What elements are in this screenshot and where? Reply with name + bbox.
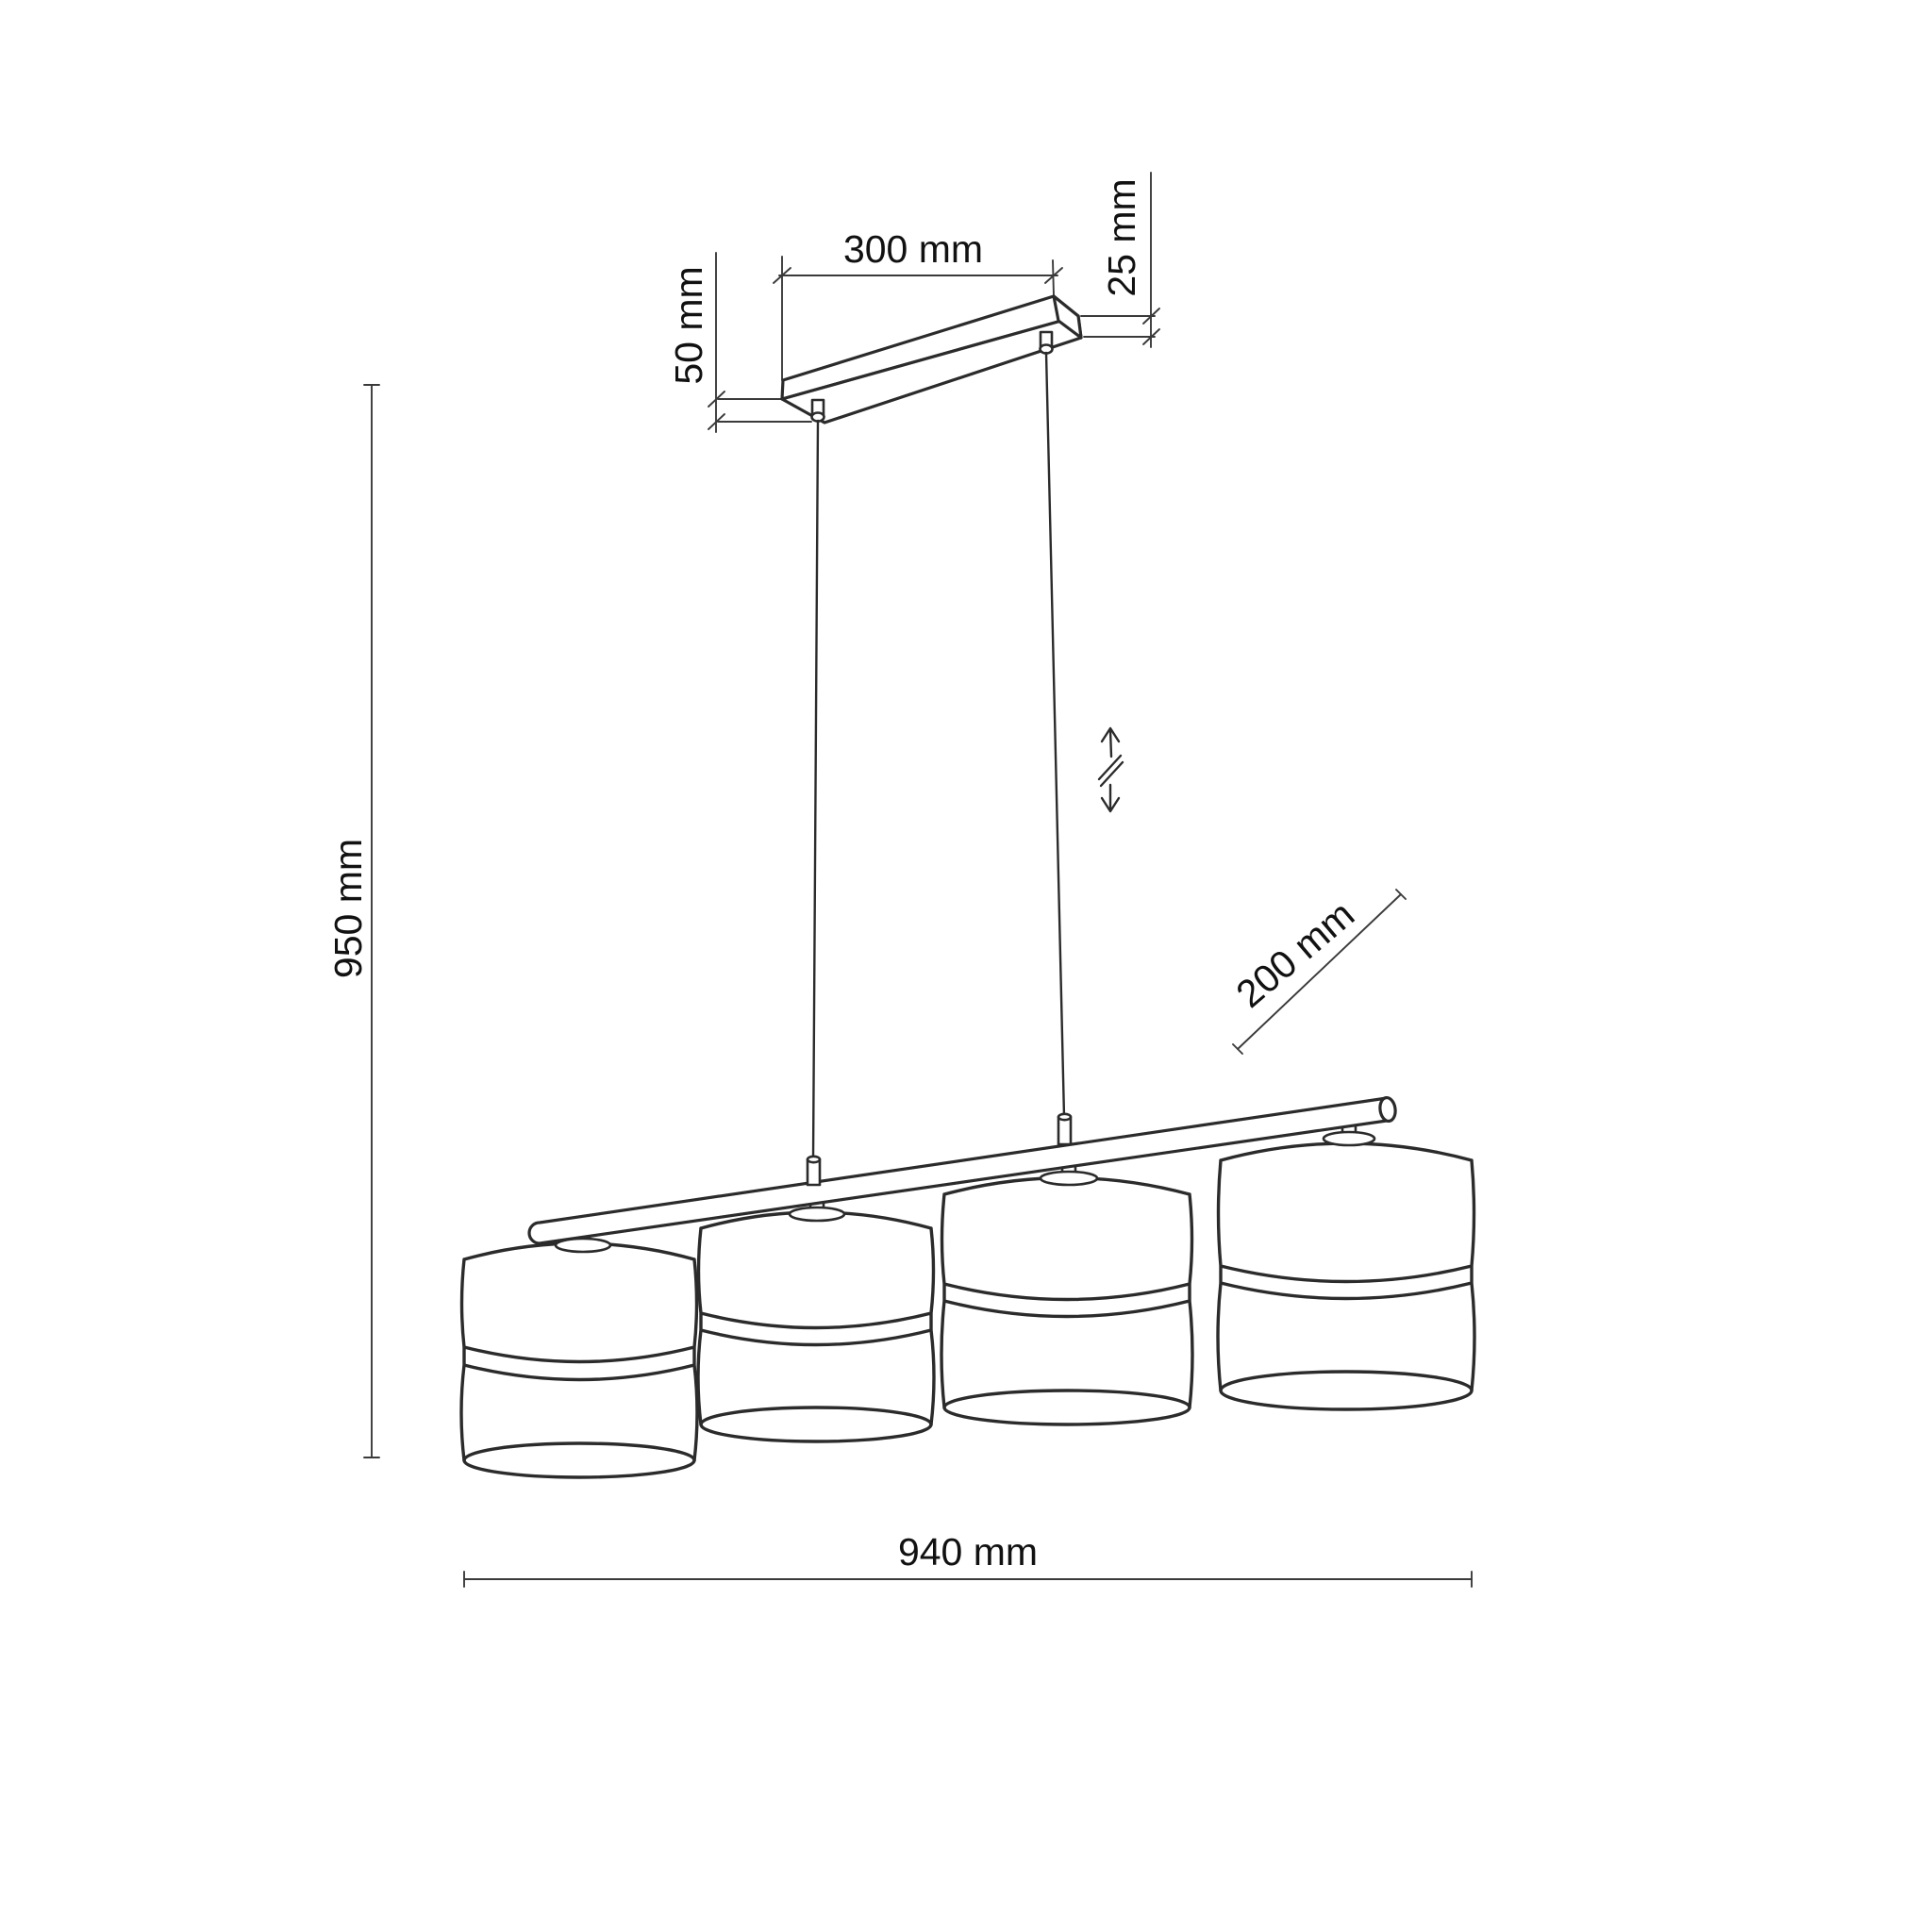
shade-hub (1324, 1132, 1374, 1145)
shade-hub (790, 1208, 844, 1221)
dimension-overall-height (326, 385, 379, 1457)
shade-bottom-rim (1221, 1372, 1472, 1409)
bar-body (529, 1098, 1387, 1243)
connector-top (1058, 1114, 1071, 1120)
shade-body (698, 1212, 934, 1424)
ceiling-canopy (782, 296, 1081, 423)
shade-body (941, 1178, 1192, 1408)
dimension-canopy-thickness (1081, 173, 1159, 347)
shade-bottom-rim (944, 1391, 1190, 1424)
dimension-label-25mm: 25 mm (1100, 178, 1143, 297)
shade-body (1218, 1143, 1474, 1391)
dimension-label-940mm: 940 mm (897, 1530, 1039, 1574)
suspension-cable-left (813, 421, 818, 1159)
extension-line (1053, 260, 1054, 296)
dimension-label-950mm: 950 mm (326, 838, 370, 979)
lamp-shade-1 (461, 1243, 697, 1477)
cable-connector-left (808, 1157, 820, 1185)
connector-top (808, 1157, 820, 1162)
height-adjustment-arrow-icon (1099, 728, 1123, 811)
cable-connector-right (1058, 1114, 1071, 1144)
horizontal-bar (529, 1097, 1397, 1243)
dimension-canopy-drop (667, 253, 811, 432)
lamp-shade-4 (1218, 1143, 1474, 1409)
shade-bottom-rim (464, 1443, 694, 1477)
dimension-label-200mm: 200 mm (1227, 891, 1363, 1016)
dimension-overall-width (464, 1530, 1472, 1587)
dimension-shade-size (1228, 890, 1406, 1054)
dimension-label-50mm: 50 mm (667, 266, 710, 385)
suspension-cable-right (1046, 353, 1064, 1117)
dimension-label-300mm: 300 mm (842, 227, 984, 271)
lamp-shade-2 (698, 1212, 934, 1441)
shade-body (461, 1243, 697, 1460)
lamp-shade-3 (941, 1178, 1192, 1425)
shade-hub (1041, 1172, 1097, 1185)
arrow-shaft (1110, 730, 1111, 757)
shade-bottom-rim (701, 1407, 931, 1441)
